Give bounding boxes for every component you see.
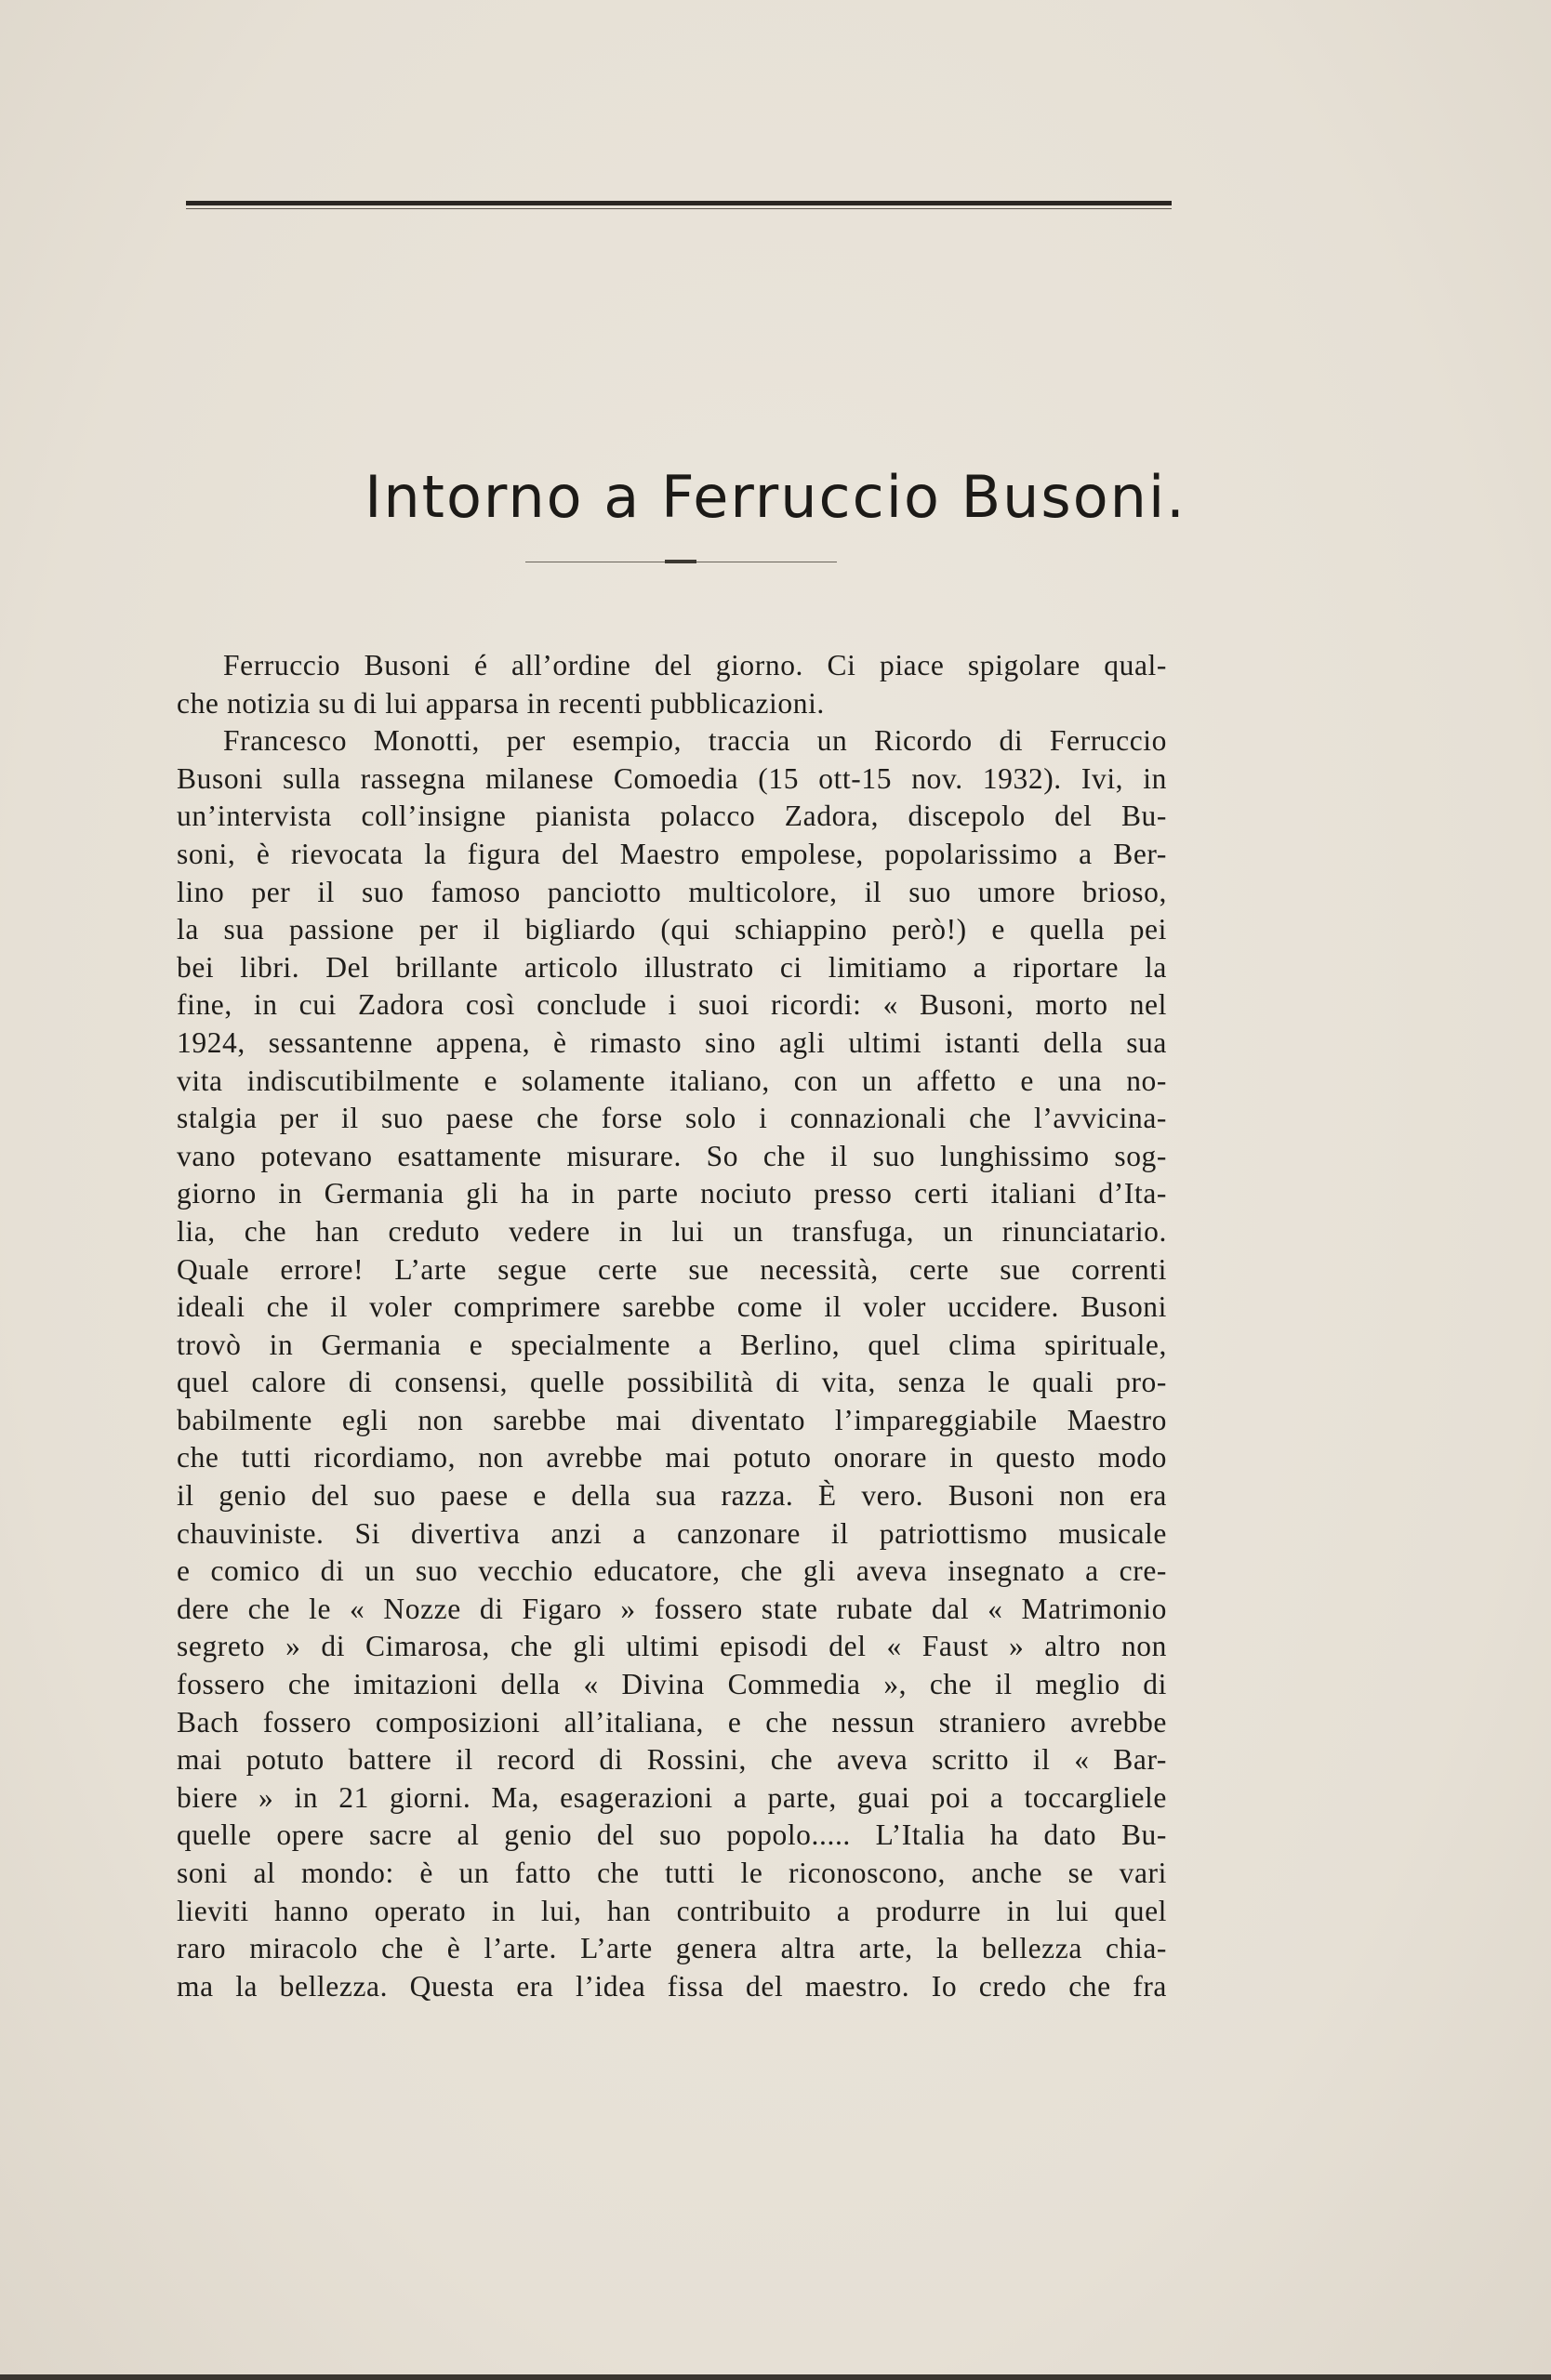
article-line: vita indiscutibilmente e solamente italiano, con un affetto e una no- [177,1064,1167,1097]
article-line: fossero che imitazioni della « Divina Commedia », che il meglio di [177,1668,1167,1701]
article-line: e comico di un suo vecchio educatore, che gli aveva insegnato a cre- [177,1554,1167,1588]
article-line: Francesco Monotti, per esempio, traccia un Ricordo di Ferruccio [223,724,1167,758]
article-line: soni al mondo: è un fatto che tutti le riconoscono, anche se vari [177,1857,1167,1889]
article-line: un’intervista coll’insigne pianista polacco Zadora, discepolo del Bu- [177,800,1167,833]
article-line: lino per il suo famoso panciotto multicolore, il suo umore brioso, [177,875,1167,908]
article-line: 1924, sessantenne appena, è rimasto sino agli ultimi istanti della sua [177,1025,1167,1059]
article-body [177,647,1167,2005]
article-title: Intorno a Ferruccio Busoni. [365,463,1186,531]
article-line: vano potevano esattamente misurare. So che il suo lunghissimo sog- [177,1139,1167,1172]
article-line: dere che le « Nozze di Figaro » fossero state rubate dal « Matrimonio [177,1592,1167,1625]
article-line: ideali che il voler comprimere sarebbe come il voler uccidere. Busoni [177,1290,1167,1324]
article-line: soni, è rievocata la figura del Maestro empolese, popolarissimo a Ber- [177,837,1167,870]
article-line: raro miracolo che è l’arte. L’arte genera altra arte, la bellezza chia- [177,1932,1167,1965]
article-line: quelle opere sacre al genio del suo popolo..... L’Italia ha dato Bu- [177,1818,1167,1852]
article-line: ma la bellezza. Questa era l’idea fissa del maestro. Io credo che fra [177,1969,1167,2003]
article-line: quel calore di consensi, quelle possibilità di vita, senza le quali pro- [177,1366,1167,1399]
article-line: babilmente egli non sarebbe mai diventato l’impareggiabile Maestro [177,1403,1167,1436]
article-line: che tutti ricordiamo, non avrebbe mai potuto onorare in questo modo [177,1441,1167,1474]
article-line: il genio del suo paese e della sua razza. È vero. Busoni non era [177,1479,1167,1513]
title-divider-ornament [665,560,696,563]
header-rule [186,201,1172,210]
article-line: che notizia su di lui apparsa in recenti pubblicazioni. [177,686,825,720]
article-line: lia, che han creduto vedere in lui un transfuga, un rinunciatario. [177,1214,1167,1248]
article-line: segreto » di Cimarosa, che gli ultimi episodi del « Faust » altro non [177,1630,1167,1663]
header-rule-thin [186,208,1172,209]
article-line: Busoni sulla rassegna milanese Comoedia (15 ott-15 nov. 1932). Ivi, in [177,761,1167,795]
article-line: Bach fossero composizioni all’italiana, e che nessun straniero avrebbe [177,1705,1167,1739]
article-line: stalgia per il suo paese che forse solo i connazionali che l’avvicina- [177,1102,1167,1135]
article-line: Quale errore! L’arte segue certe sue necessità, certe sue correnti [177,1252,1167,1286]
article-line: giorno in Germania gli ha in parte nociuto presso certi italiani d’Ita- [177,1177,1167,1210]
article-line: la sua passione per il bigliardo (qui schiappino però!) e quella pei [177,913,1167,946]
article-line: fine, in cui Zadora così conclude i suoi ricordi: « Busoni, morto nel [177,988,1167,1022]
page-bottom-edge [0,2374,1551,2380]
article-line: trovò in Germania e specialmente a Berlino, quel clima spirituale, [177,1328,1167,1361]
article-line: bei libri. Del brillante articolo illustrato ci limitiamo a riportare la [177,950,1167,984]
header-rule-thick [186,201,1172,205]
article-line: mai potuto battere il record di Rossini, che aveva scritto il « Bar- [177,1743,1167,1777]
article-line: lieviti hanno operato in lui, han contribuito a produrre in lui quel [177,1894,1167,1927]
article-line: chauviniste. Si divertiva anzi a canzonare il patriottismo musicale [177,1516,1167,1550]
article-line: Ferruccio Busoni é all’ordine del giorno. Ci piace spigolare qual- [223,649,1167,681]
article-line: biere » in 21 giorni. Ma, esagerazioni a parte, guai poi a toccargliele [177,1780,1167,1814]
